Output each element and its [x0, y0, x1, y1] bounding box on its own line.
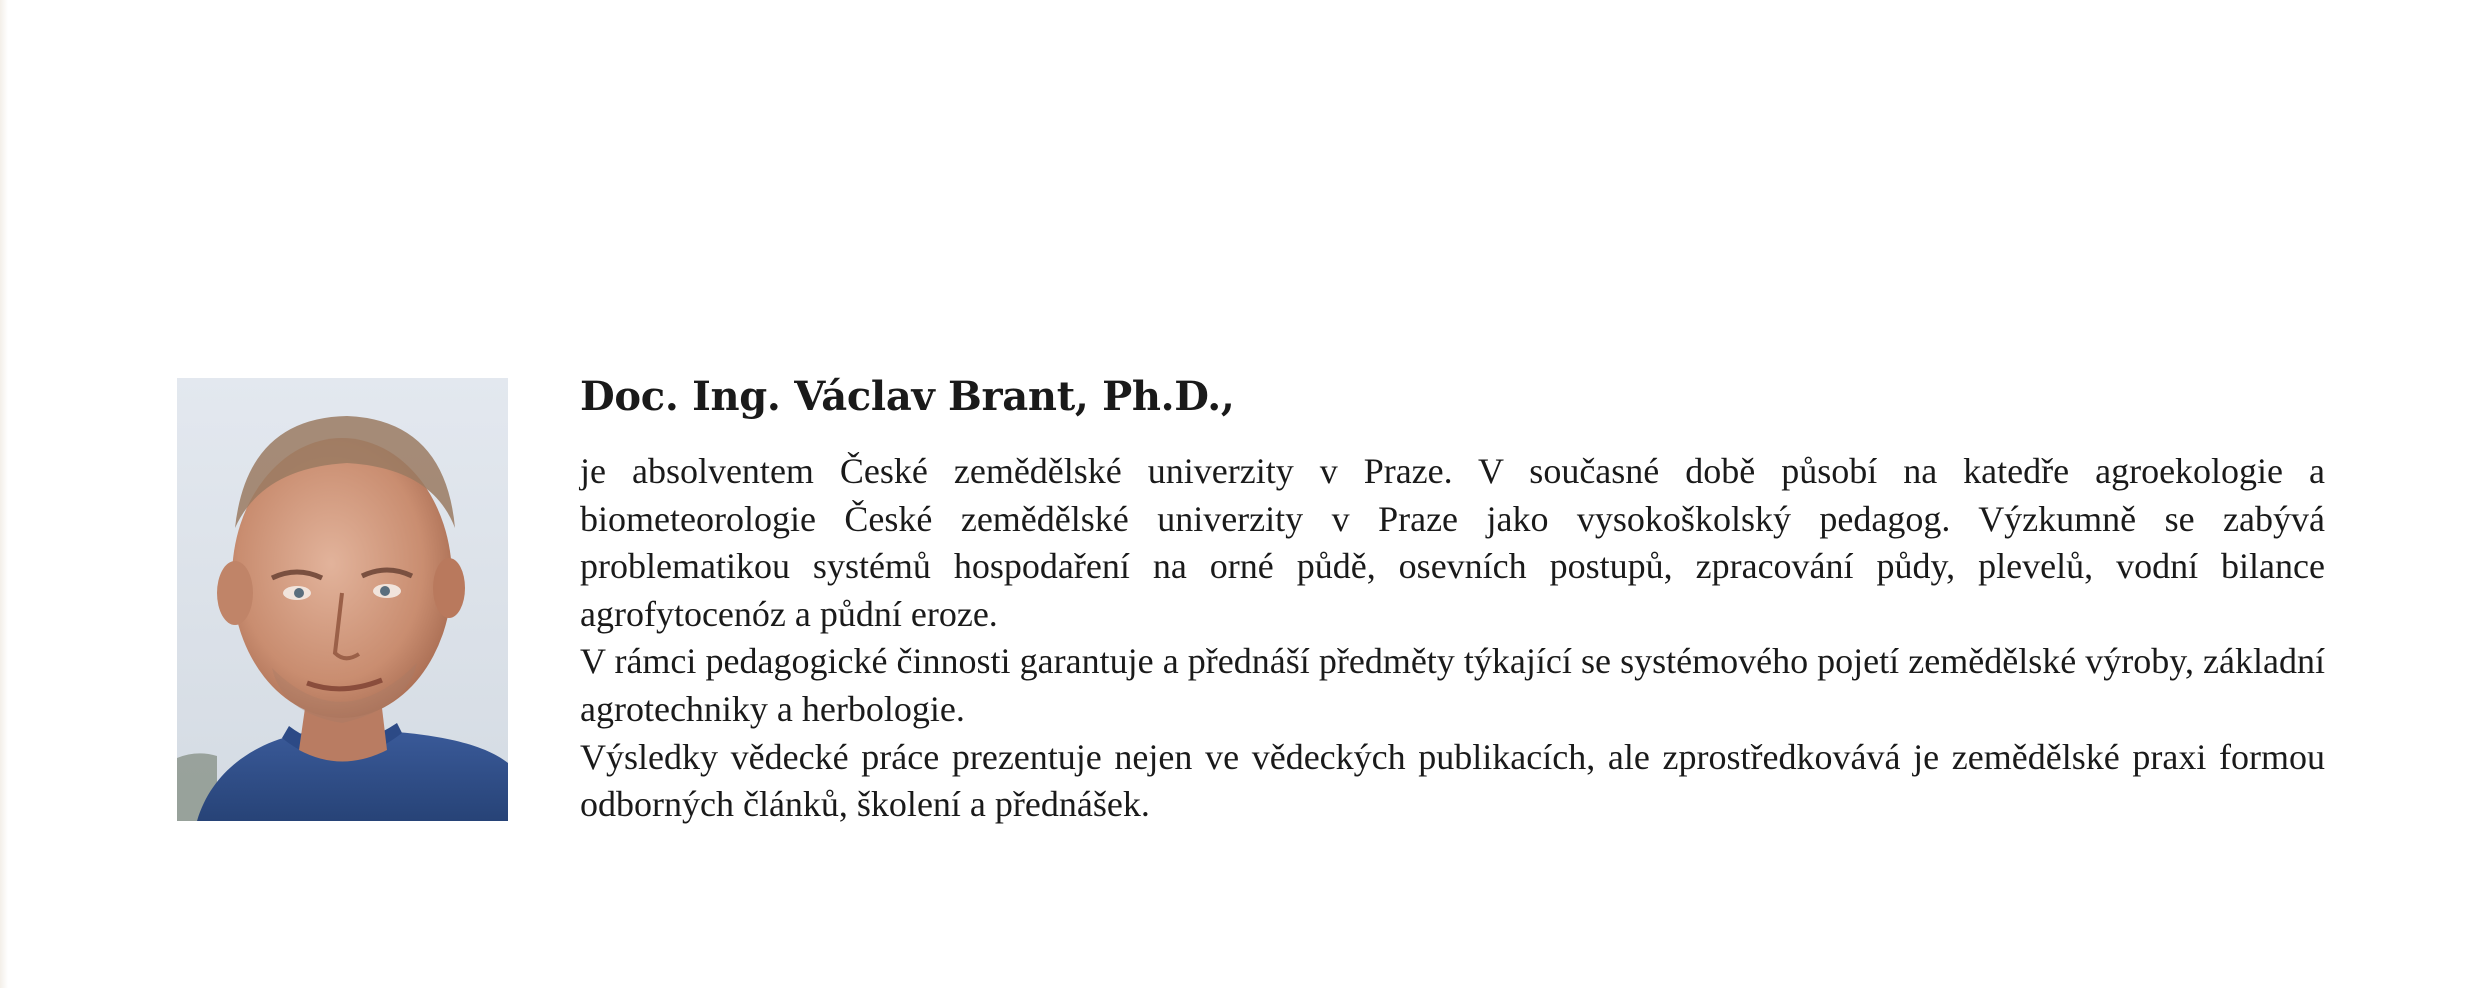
author-name: Doc. Ing. Václav Brant, Ph.D., — [580, 373, 1235, 420]
bio-text — [580, 448, 2325, 829]
author-bio — [580, 368, 2325, 829]
bio-paragraph: Výsledky vědecké práce prezentuje nejen ve vědeckých publikacích, ale zprostředkovává je zemědělské praxi formou odborných článků, školení a přednášek. — [580, 736, 2325, 825]
author-photo — [177, 378, 508, 821]
page-edge — [0, 0, 8, 988]
bio-paragraph: je absolventem České zemědělské univerzity v Praze. V současné době působí na katedře agroekologie a biometeorologie České zemědělské univerzity v Praze jako vysokoškolský pedagog. Výzkumně se zabývá problematikou systémů hospodaření na orné půdě, osevních postupů, zpracování půdy, plevelů, vodní bilance agrofytocenóz a půdní eroze. — [580, 451, 2325, 634]
bio-paragraph: V rámci pedagogické činnosti garantuje a přednáší předměty týkající se systémového pojetí zemědělské výroby, základní agrotechniky a herbologie. — [580, 641, 2325, 729]
